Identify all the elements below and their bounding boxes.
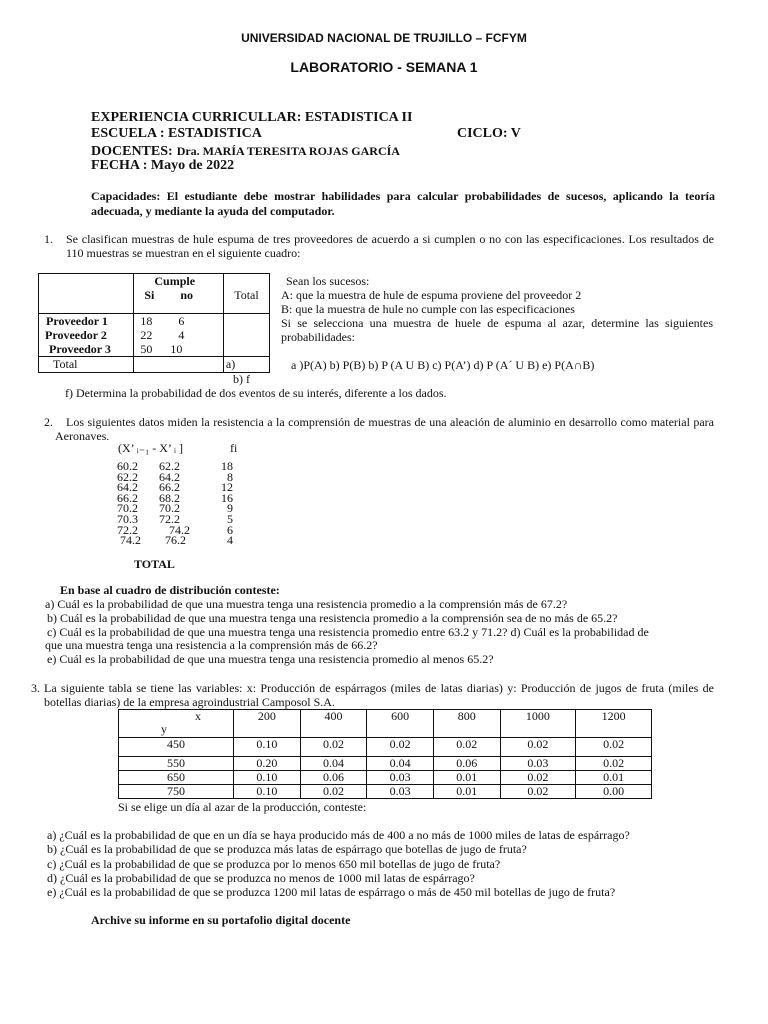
capacidades: Capacidades: El estudiante debe mostrar habilidades para calcular probabilidades de sucesos, aplicando la teoría adecuada, y mediante la ayuda del computador. [91,189,715,218]
q3-after-text: Si se elige un día al azar de la producción, conteste: [118,800,367,814]
q1-total-cell [223,314,269,357]
q1-cell-a: a) [223,357,269,373]
q1-row3-counts [136,342,221,356]
escuela: ESCUELA : ESTADISTICA [91,126,262,141]
q3-question-e: e) ¿Cuál es la probabilidad de que se produzca 1200 mil latas de espárrago o más de 450 mil botellas de jugo de fruta? [47,885,616,900]
q1-event-a: A: que la muestra de hule de espuma proviene del proveedor 2 [281,288,582,302]
q3-row-550 [119,757,652,771]
q1-si-2: 22 [140,328,153,342]
q3-questions [47,828,630,899]
q2-fi: 9 [227,501,233,516]
docentes-name: Dra. MARÍA TERESITA ROJAS GARCÍA [176,144,400,158]
experiencia-curricular: EXPERIENCIA CURRICULLAR: ESTADISTICA II [91,110,413,125]
q3-cell: 0.06 [300,771,367,785]
q3-y-650: 650 [119,771,234,785]
q3-x-400: 400 [300,710,367,738]
q2-heading: En base al cuadro de distribución conteste: [60,583,280,597]
q3-question-d: d) ¿Cuál es la probabilidad de que se produzca no menos de 1000 mil latas de espárrago? [47,870,475,885]
q2-frequency-table [117,461,233,546]
footer-instruction: Archive su informe en su portafolio digital docente [91,913,351,927]
q3-cell: 0.02 [300,738,367,757]
q2-text: Los siguientes datos miden la resistencia a la comprensión de muestras de una aleación de aluminio en desarrollo como material para Aeronaves. [55,415,714,443]
q2-lower: 70.2 [117,501,138,516]
q1-proveedores [39,314,134,357]
q2-lower: 62.2 [117,469,138,484]
q2-fi: 4 [227,533,233,548]
q1-event-instructions: Si se selecciona una muestra de huele de espuma al azar, determine las siguientes probabilidades: [281,316,713,344]
q1-options: a )P(A) b) P(B) b) P (A U B) c) P(A’) d) P (A´ U B) e) P(A∩B) [291,358,595,372]
q1-table-below: b) f [233,372,250,386]
q3-row-650 [119,771,652,785]
fecha: FECHA : Mayo de 2022 [91,158,235,173]
q1-table-corner [39,274,134,314]
q3-row-450 [119,738,652,757]
q3-cell: 0.01 [433,771,500,785]
university-title: UNIVERSIDAD NACIONAL DE TRUJILLO – FCFYM [241,31,527,45]
q3-x-800: 800 [433,710,500,738]
q2-col-fi: fi [230,441,238,455]
q1-row1-counts [136,314,221,328]
q1-number: 1. [44,232,53,246]
q2-lower: 66.2 [117,490,138,505]
q2-upper: 70.2 [159,501,180,516]
q2-fi: 6 [227,522,233,537]
q3-cell: 0.10 [234,738,301,757]
q2-b: b) Cuál es la probabilidad de que una muestra tenga una resistencia promedio a la comprensión sea de no más de 65.2? [47,611,618,625]
q2-lower: 70.3 [117,511,138,526]
q2-upper: 74.2 [169,522,190,537]
ciclo: CICLO: V [457,126,521,141]
q3-question-c: c) ¿Cuál es la probabilidad de que se produzca por lo menos 650 mil botellas de jugo de fruta? [47,856,501,871]
q3-x-200: 200 [234,710,301,738]
q2-upper: 72.2 [159,511,180,526]
q1-counts [134,314,224,357]
q1-events-intro: Sean los sucesos: [286,274,370,288]
q3-question-a: a) ¿Cuál es la probabilidad de que en un día se haya producido más de 400 a no más de 1000 miles de latas de espárrago? [47,828,630,842]
q1-proveedor-1: Proveedor 1 [46,314,108,328]
lab-title: LABORATORIO - SEMANA 1 [290,59,478,75]
q1-no-label: no [180,288,194,302]
q2-c: c) Cuál es la probabilidad de que una muestra tenga una resistencia promedio entre 63.2 y 71.2? d) Cuál es la probabilidad de [47,625,649,639]
q3-cell: 0.04 [367,757,434,771]
q3-y-550: 550 [119,757,234,771]
q2-lower: 60.2 [117,459,138,473]
q3-cell: 0.03 [367,771,434,785]
q2-a: a) Cuál es la probabilidad de que una muestra tenga una resistencia promedio a la comprensión más de 67.2? [45,597,568,611]
q1-text: Se clasifican muestras de hule espuma de tres proveedores de acuerdo a si cumplen o no con las especificaciones. Los resultados de 110 muestras se muestran en el siguiente cuadro: [66,232,714,260]
q1-no-3: 10 [170,342,183,356]
docentes-label: DOCENTES: [91,144,173,159]
q3-cell: 0.04 [300,757,367,771]
q3-cell: 0.02 [367,738,434,757]
q3-cell: 0.01 [433,785,500,799]
q3-x-600: 600 [367,710,434,738]
q2-fi: 8 [227,469,233,484]
q2-fi: 12 [221,480,233,495]
q3-number: 3. [31,681,40,695]
q2-upper: 62.2 [159,459,180,473]
q2-upper: 68.2 [159,490,180,505]
q1-proveedor-2: Proveedor 2 [45,328,107,342]
q1-cumple-label: Cumple [154,274,196,288]
q3-cell: 0.10 [234,771,301,785]
q3-y-label: y [161,722,167,736]
q2-fi: 18 [221,459,233,473]
q3-cell: 0.02 [300,785,367,799]
q2-total: TOTAL [134,557,175,571]
q3-x-label: x [195,709,201,723]
q3-xy-corner [119,710,234,738]
q3-x-1000: 1000 [500,710,576,738]
q1-total-row: Total [39,357,134,373]
q3-cell: 0.02 [433,738,500,757]
q1-total-empty [134,357,224,373]
q3-question-b: b) ¿Cuál es la probabilidad de que se produzca más latas de espárrago que botellas de jugo de fruta? [47,842,527,857]
q1-no-1: 6 [178,314,185,328]
q2-number: 2. [44,415,53,429]
q2-lower: 64.2 [117,480,138,495]
q1-f: f) Determina la probabilidad de dos eventos de su interés, diferente a los dados. [65,386,447,400]
q1-proveedor-3: Proveedor 3 [49,342,111,356]
q2-col-interval: (X’ ᵢ₋₁ - X’ ᵢ ] [118,441,183,455]
q1-si-no-labels [136,288,221,302]
q2-row [117,535,233,546]
q1-event-b: B: que la muestra de hule no cumple con las especificaciones [281,302,575,316]
q1-si-1: 18 [140,314,153,328]
q2-upper: 66.2 [159,480,180,495]
q2-upper: 76.2 [165,533,186,548]
q3-cell: 0.02 [576,757,652,771]
q3-cell: 0.03 [500,757,576,771]
q3-cell: 0.06 [433,757,500,771]
q3-row-750 [119,785,652,799]
q3-cell: 0.01 [576,771,652,785]
q3-y-750: 750 [119,785,234,799]
q2-lower: 72.2 [117,522,138,537]
q3-cell: 0.02 [500,771,576,785]
q2-lower: 74.2 [120,533,141,548]
q2-fi: 5 [227,511,233,526]
q3-cell: 0.20 [234,757,301,771]
q1-row2-counts [136,328,221,342]
q3-text: La siguiente tabla se tiene las variables: x: Producción de espárragos (miles de latas diarias) y: Producción de jugos de fruta (miles de botellas diarias) de la empresa agroindustrial Camposol S.A. [44,681,714,709]
q3-cell: 0.03 [367,785,434,799]
q3-cell: 0.02 [576,738,652,757]
q2-upper: 64.2 [159,469,180,484]
q3-x-1200: 1200 [576,710,652,738]
q2-c-continued: que una muestra tenga una resistencia a la comprensión más de 66.2? [45,638,378,652]
q3-cell: 0.02 [500,738,576,757]
q3-table [118,709,652,799]
q1-no-2: 4 [178,328,185,342]
q2-e: e) Cuál es la probabilidad de que una muestra tenga una resistencia promedio al menos 65.2? [47,652,494,666]
q1-total-header: Total [223,274,269,314]
q3-cell: 0.00 [576,785,652,799]
q3-cell: 0.10 [234,785,301,799]
q1-si-label: Si [144,288,155,302]
q1-table [38,273,270,373]
q2-fi: 16 [221,490,233,505]
q3-y-450: 450 [119,738,234,757]
q1-cumple-header [134,274,224,314]
q1-si-3: 50 [140,342,153,356]
q3-cell: 0.02 [500,785,576,799]
